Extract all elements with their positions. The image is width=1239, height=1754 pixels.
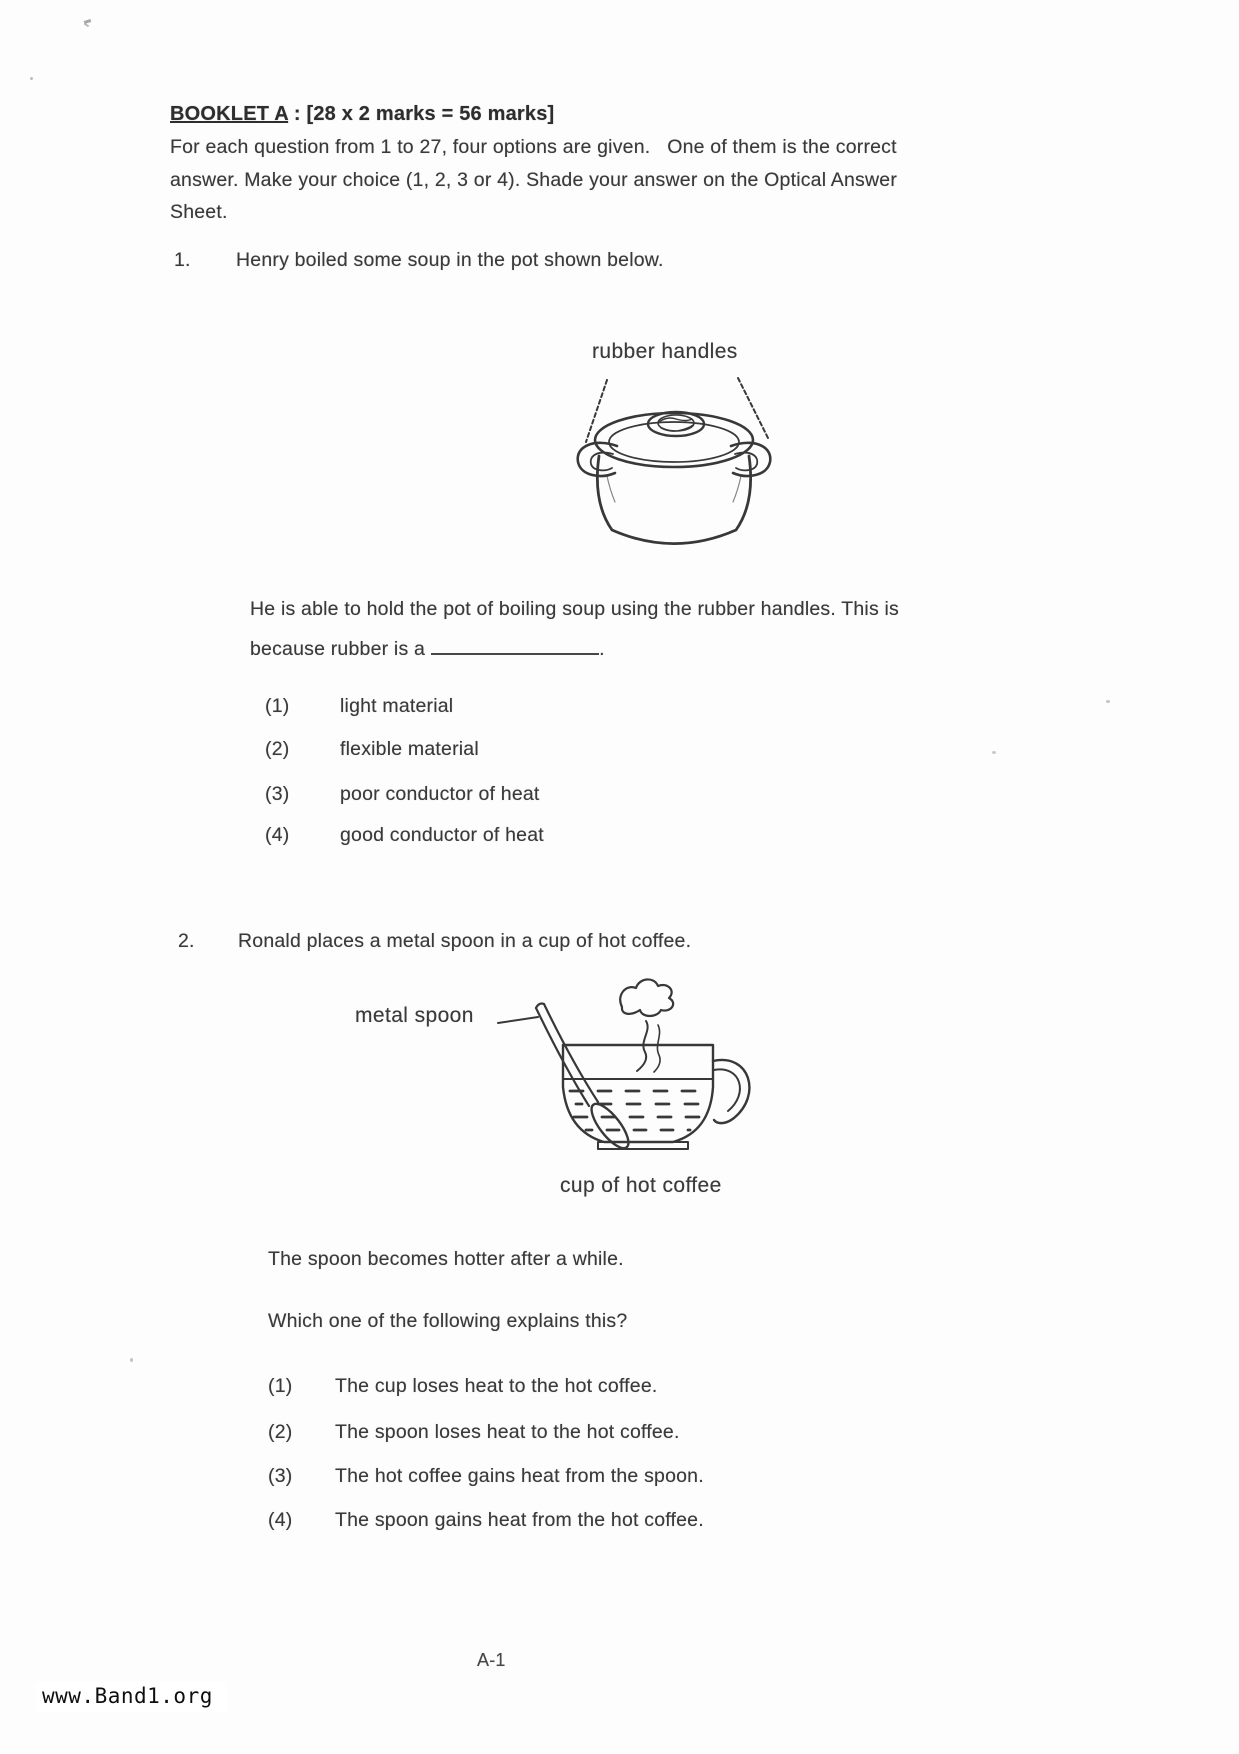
- option-number: (4): [268, 1509, 293, 1531]
- instructions-line: answer. Make your choice (1, 2, 3 or 4). Shade your answer on the Optical Answer: [170, 169, 898, 191]
- scan-speck: [992, 751, 996, 754]
- option-number: (3): [268, 1465, 293, 1487]
- option-number: (1): [268, 1375, 293, 1397]
- coffee-cup-drawing: [470, 975, 780, 1175]
- pot-drawing: [555, 336, 795, 551]
- option-number: (3): [265, 783, 290, 805]
- label-pointer-line: [498, 1017, 538, 1023]
- figure-caption: cup of hot coffee: [560, 1174, 722, 1197]
- option-label: light material: [340, 695, 454, 717]
- option-number: (4): [265, 824, 290, 846]
- option-label: flexible material: [340, 738, 479, 760]
- option-number: (2): [265, 738, 290, 760]
- steam-cloud: [620, 979, 673, 1016]
- option-label: The spoon loses heat to the hot coffee.: [335, 1421, 680, 1443]
- scan-speck: [30, 77, 33, 80]
- option-label: The spoon gains heat from the hot coffee.: [335, 1509, 704, 1531]
- option-label: The cup loses heat to the hot coffee.: [335, 1375, 658, 1397]
- option-number: (1): [265, 695, 290, 717]
- instructions-line: Sheet.: [170, 201, 228, 223]
- question-body: He is able to hold the pot of boiling soup using the rubber handles. This is: [250, 598, 899, 620]
- page-title: [170, 103, 554, 126]
- scan-speck: [1106, 700, 1110, 703]
- question-body: Which one of the following explains this?: [268, 1310, 628, 1332]
- option-label: poor conductor of heat: [340, 783, 540, 805]
- watermark: www.Band1.org: [36, 1682, 227, 1712]
- question-number: 2.: [178, 930, 195, 952]
- question-number: 1.: [174, 249, 191, 271]
- leader-line-right: [738, 378, 768, 438]
- pot-body: [597, 456, 750, 544]
- page-number: A-1: [477, 1650, 506, 1670]
- scan-speck: [84, 23, 89, 27]
- answer-blank: [431, 635, 599, 655]
- question-text: Ronald places a metal spoon in a cup of hot coffee.: [238, 930, 692, 952]
- booklet-title: BOOKLET A: [170, 103, 289, 125]
- instructions-line: For each question from 1 to 27, four options are given. One of them is the correct: [170, 136, 897, 158]
- question-text: Henry boiled some soup in the pot shown below.: [236, 249, 664, 271]
- question-body: The spoon becomes hotter after a while.: [268, 1248, 624, 1270]
- figure-label-metal-spoon: metal spoon: [355, 1004, 474, 1027]
- pot-lid: [595, 413, 753, 467]
- question-body-with-blank: because rubber is a .: [250, 635, 605, 661]
- figure-label-rubber-handles: rubber handles: [592, 340, 738, 363]
- scan-speck: [130, 1358, 133, 1362]
- option-label: The hot coffee gains heat from the spoon.: [335, 1465, 704, 1487]
- marks-info: : [28 x 2 marks = 56 marks]: [288, 103, 555, 125]
- coffee-dashes: [570, 1091, 706, 1130]
- option-number: (2): [268, 1421, 293, 1443]
- option-label: good conductor of heat: [340, 824, 544, 846]
- spoon-bowl: [585, 1099, 634, 1154]
- cup-body: [563, 1045, 713, 1142]
